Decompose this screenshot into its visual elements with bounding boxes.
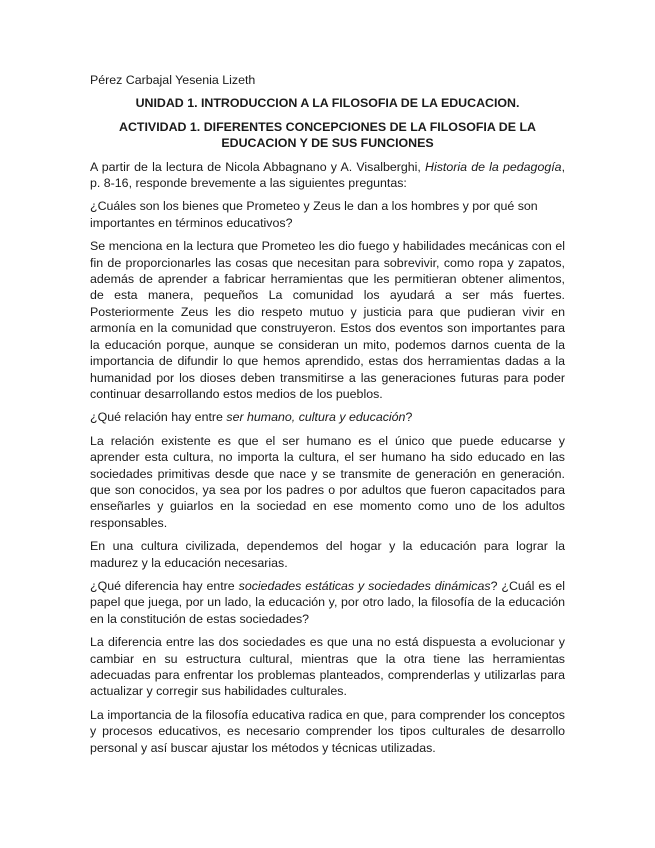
question-1: ¿Cuáles son los bienes que Prometeo y Zeus le dan a los hombres y por qué son importantes en términos educativos? bbox=[90, 199, 538, 230]
book-title: Historia de la pedagogía bbox=[425, 159, 562, 174]
answer-2-continued: En una cultura civilizada, dependemos del hogar y la educación para lograr la madurez y la educación necesarias. bbox=[90, 539, 565, 570]
question-3-emphasis: sociedades estáticas y sociedades dinámicas bbox=[238, 578, 491, 593]
question-3 bbox=[90, 578, 565, 627]
question-2-start: ¿Qué relación hay entre bbox=[90, 410, 227, 425]
answer-2: La relación existente es que el ser humano es el único que puede educarse y aprender esta cultura, no importa la cultura, el ser humano ha sido educado en las sociedades primitivas desde que nace y se transmite de generación en generación. que son conocidos, ya sea por los padres o por adultos que fueron capacitados para enseñarles y guiarlos en la sociedad en ese momento como uno de los adultos responsables. bbox=[90, 433, 565, 530]
answer-1: Se menciona en la lectura que Prometeo les dio fuego y habilidades mecánicas con el fin de proporcionarles las cosas que necesitan para sobrevivir, como ropa y zapatos, además de aprender a fabricar herramientas que les permitieran obtener alimentos, de esta manera, pequeños La comunidad los ayudará a ser más fuertes. Posteriormente Zeus les dio respeto mutuo y justicia para que pudieran vivir en armonía en la comunidad que construyeron. Estos dos eventos son importantes para la educación porque, aunque se consideran un mito, podemos darnos cuenta de la importancia de difundir lo que hemos aprendido, estas dos herramientas dadas a la humanidad por los dioses deben transmitirse a las generaciones futuras para poder continuar desarrollando estos medios de los pueblos. bbox=[90, 239, 565, 401]
author-name: Pérez Carbajal Yesenia Lizeth bbox=[90, 73, 256, 87]
document-page bbox=[90, 72, 565, 763]
activity-title: ACTIVIDAD 1. DIFERENTES CONCEPCIONES DE LA FILOSOFIA DE LA EDUCACION Y DE SUS FUNCIONES bbox=[119, 119, 536, 151]
intro-paragraph bbox=[90, 159, 565, 192]
intro-text-start: A partir de la lectura de Nicola Abbagnano y A. Visalberghi, bbox=[90, 159, 426, 174]
question-2 bbox=[90, 409, 565, 425]
question-3-start: ¿Qué diferencia hay entre bbox=[90, 578, 239, 593]
question-3-end: ? ¿Cuál es el papel que juega, por un lado, la educación y, por otro lado, la filosofía de la educación en la constitución de estas sociedades? bbox=[90, 578, 565, 626]
question-2-emphasis: ser humano, cultura y educación bbox=[226, 410, 406, 425]
answer-3-continued: La importancia de la filosofía educativa radica en que, para comprender los conceptos y procesos educativos, es necesario comprender los tipos culturales de desarrollo personal y así buscar ajustar los métodos y técnicas utilizadas. bbox=[90, 707, 565, 755]
answer-3: La diferencia entre las dos sociedades es que una no está dispuesta a evolucionar y cambiar en su estructura cultural, mientras que la otra tiene las herramientas adecuadas para enfrentar los problemas planteados, comprenderlas y utilizarlas para actualizar y corregir sus habilidades culturales. bbox=[90, 635, 565, 699]
unit-title: UNIDAD 1. INTRODUCCION A LA FILOSOFIA DE LA EDUCACION. bbox=[135, 96, 520, 111]
question-2-end: ? bbox=[405, 410, 413, 425]
intro-text-end: , p. 8-16, responde brevemente a las siguientes preguntas: bbox=[90, 159, 566, 191]
